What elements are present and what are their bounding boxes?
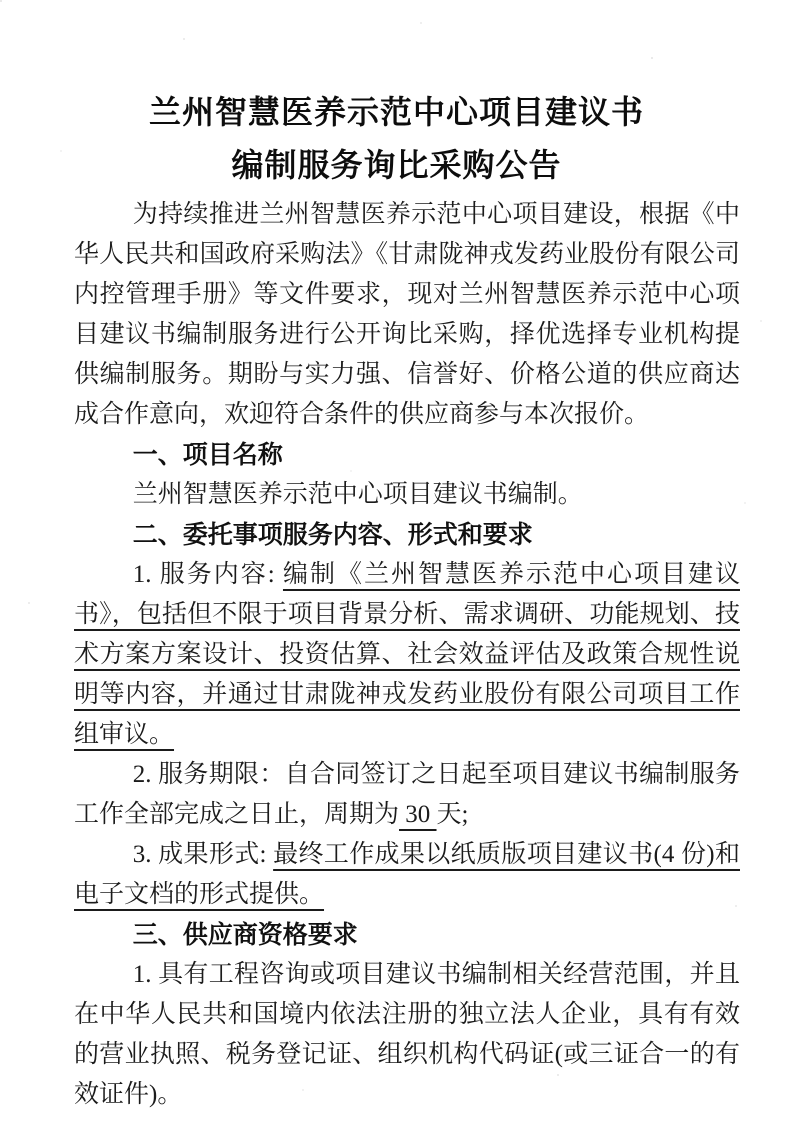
title-line-1: 兰州智慧医养示范中心项目建议书 (148, 94, 644, 130)
deliverable-item (74, 835, 740, 915)
document-title (0, 86, 793, 192)
deliverable-underlined-text: 最终工作成果以纸质版项目建议书(4 份)和电子文档的形式提供。 (74, 841, 740, 908)
deliverable-label: 3. 成果形式: (132, 841, 274, 868)
service-content-underlined-text: 编制《兰州智慧医养示范中心项目建议书》，包括但不限于项目背景分析、需求调研、功能规划、技术方案方案设计、投资估算、社会效益评估及政策合规性说明等内容，并通过甘肃陇神戎发药业股份有限公司项目工作组审议。 (74, 561, 740, 748)
service-content-item (74, 555, 740, 755)
title-line-2: 编制服务询比采购公告 (231, 147, 562, 183)
service-content-label: 1. 服务内容: (132, 561, 283, 588)
service-period-suffix: 天; (436, 801, 469, 828)
project-name-paragraph: 兰州智慧医养示范中心项目建议书编制。 (132, 481, 583, 508)
document-body (74, 195, 740, 1115)
qualification-item: 1. 具有工程咨询或项目建议书编制相关经营范围，并且在中华人民共和国境内依法注册的独立法人企业，具有有效的营业执照、税务登记证、组织机构代码证(或三证合一的有效证件)。 (74, 961, 740, 1108)
service-period-label: 2. 服务期限：自合同签订之日起至项目建议书编制服务工作全部完成之日止，周期为 (74, 761, 740, 828)
service-period-item (74, 755, 740, 835)
service-period-days-value: 30 (399, 801, 437, 828)
section-3-heading: 三、供应商资格要求 (132, 921, 358, 949)
section-1-heading: 一、项目名称 (132, 441, 283, 469)
section-2-heading: 二、委托事项服务内容、形式和要求 (132, 521, 533, 549)
intro-paragraph: 为持续推进兰州智慧医养示范中心项目建设，根据《中华人民共和国政府采购法》《甘肃陇神戎发药业股份有限公司内控管理手册》等文件要求，现对兰州智慧医养示范中心项目建议书编制服务进行公开询比采购，择优选择专业机构提供编制服务。期盼与实力强、信誉好、价格公道的供应商达成合作意向，欢迎符合条件的供应商参与本次报价。 (74, 201, 740, 428)
